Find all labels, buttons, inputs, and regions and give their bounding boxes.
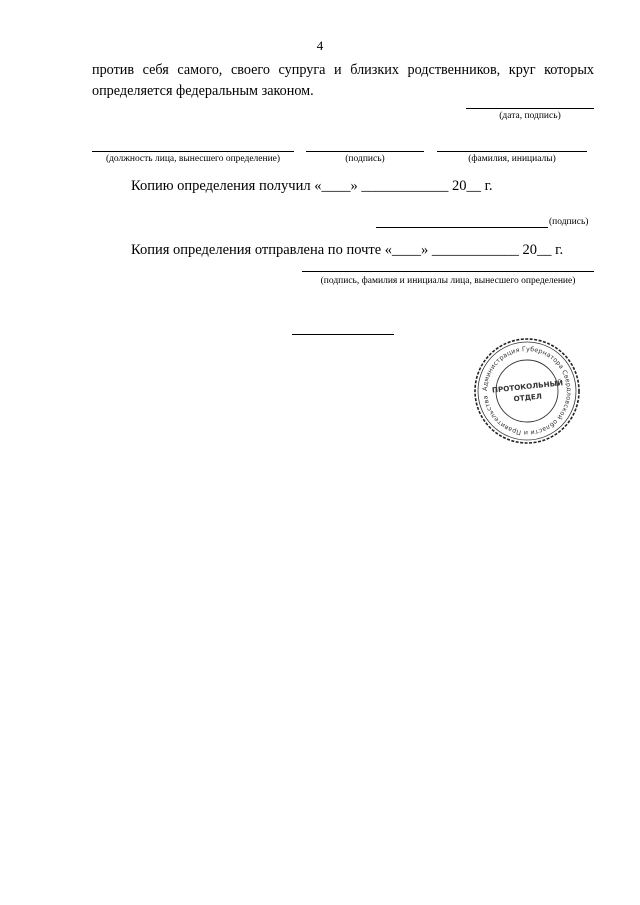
received-signature-caption: (подпись) xyxy=(549,217,589,227)
signature-line xyxy=(306,151,424,152)
stamp-ring-text: Администрация Губернатора Свердловской области и Правительства xyxy=(481,345,573,437)
official-stamp xyxy=(472,336,582,446)
surname-line xyxy=(437,151,587,152)
official-position-caption: (должность лица, вынесшего определение) xyxy=(105,154,281,164)
official-position-line xyxy=(92,151,294,152)
date-signature-caption: (дата, подпись) xyxy=(499,111,561,121)
stamp-icon xyxy=(472,336,582,446)
received-signature-line xyxy=(376,227,548,228)
separator-line xyxy=(292,334,394,335)
copy-received-line: Копию определения получил «____» ____________ 20__ г. xyxy=(131,178,493,194)
date-signature-line xyxy=(466,108,594,109)
surname-caption: (фамилия, инициалы) xyxy=(468,154,556,164)
body-paragraph xyxy=(92,60,594,102)
stamp-center-line-2: ОТДЕЛ xyxy=(513,391,543,404)
paragraph-line-2: определяется федеральным законом. xyxy=(92,83,314,99)
paragraph-line-1: против себя самого, своего супруга и близких родственников, круг которых xyxy=(92,62,594,78)
signature-caption: (подпись) xyxy=(345,154,385,164)
stamp-center-line-1: ПРОТОКОЛЬНЫЙ xyxy=(491,378,564,395)
sender-signature-line xyxy=(302,271,594,272)
page-number: 4 xyxy=(316,38,324,53)
copy-sent-line: Копия определения отправлена по почте «____» ____________ 20__ г. xyxy=(131,242,564,258)
sender-signature-caption: (подпись, фамилия и инициалы лица, вынесшего определение) xyxy=(320,276,576,286)
